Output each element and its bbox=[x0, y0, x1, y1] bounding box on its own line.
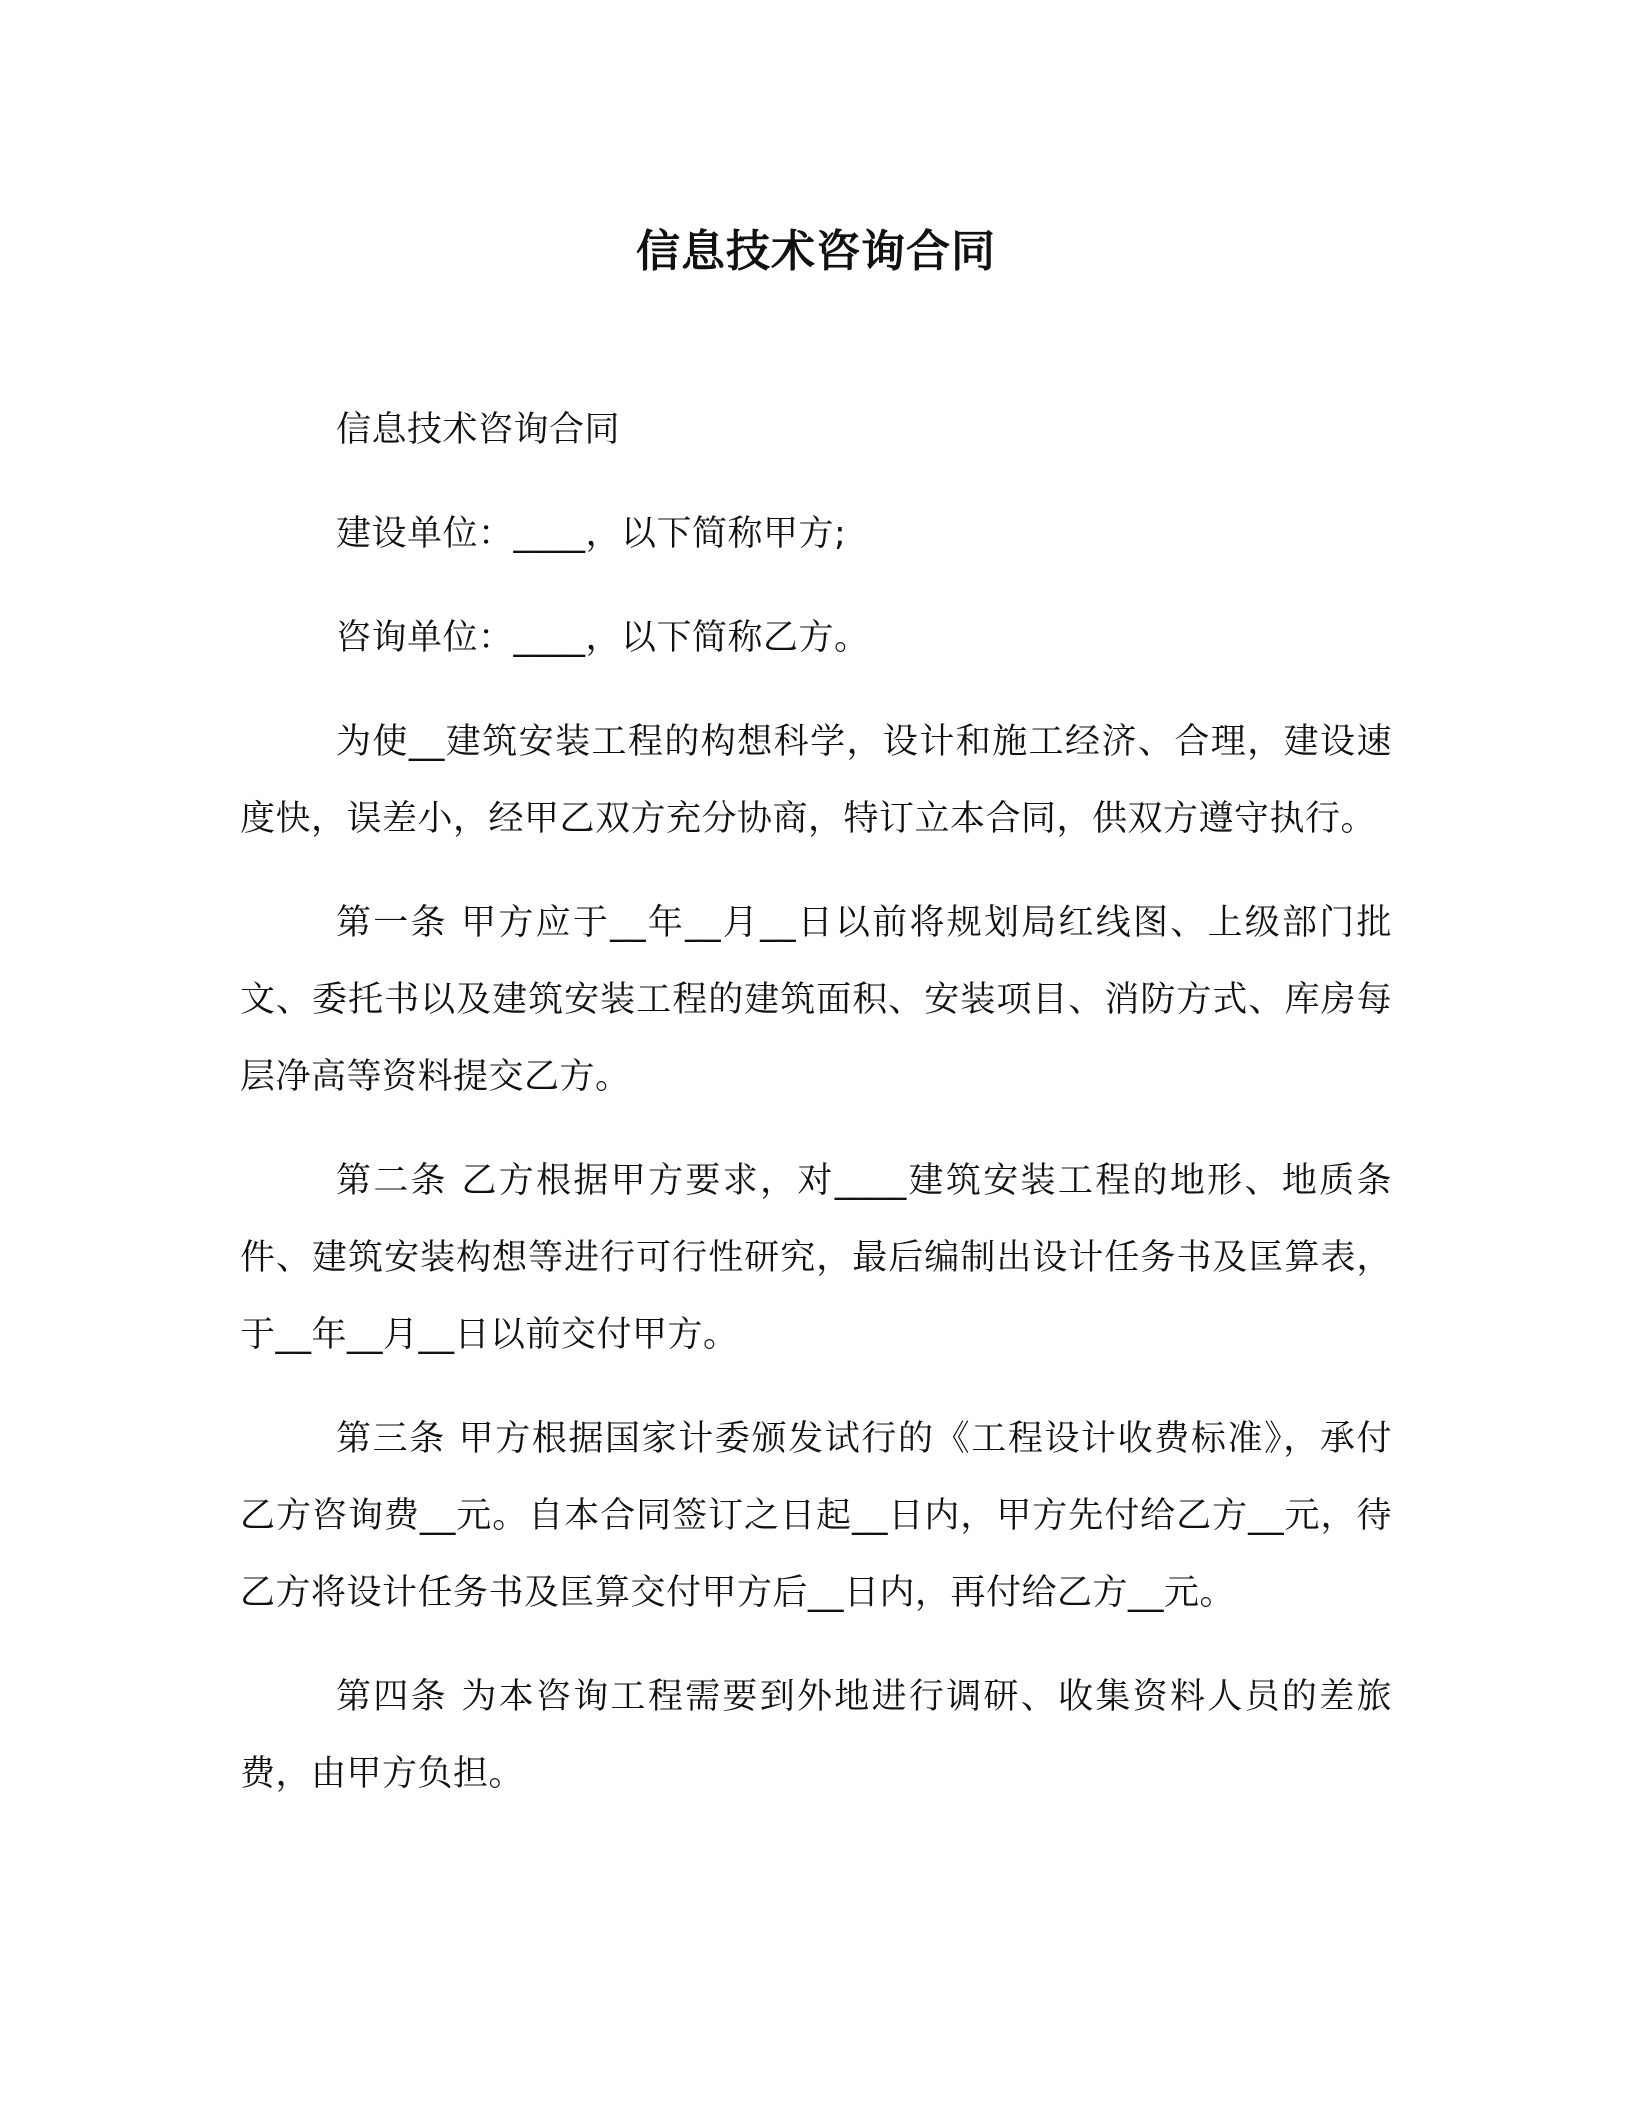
party-b-paragraph: 咨询单位：____，以下简称乙方。 bbox=[336, 618, 870, 658]
article-4-paragraph: 第四条 为本咨询工程需要到外地进行调研、收集资料人员的差旅费，由甲方负担。 bbox=[240, 1677, 1392, 1794]
preamble-paragraph: 为使__建筑安装工程的构想科学，设计和施工经济、合理，建设速度快，误差小，经甲乙双方充分协商，特订立本合同，供双方遵守执行。 bbox=[240, 722, 1392, 839]
document-body bbox=[240, 392, 1392, 1813]
document-title: 信息技术咨询合同 bbox=[636, 226, 996, 277]
contract-name-paragraph: 信息技术咨询合同 bbox=[336, 410, 621, 450]
article-3-paragraph: 第三条 甲方根据国家计委颁发试行的《工程设计收费标准》，承付乙方咨询费__元。自本合同签订之日起__日内，甲方先付给乙方__元，待乙方将设计任务书及匡算交付甲方后__日内，再付给乙方__元。 bbox=[240, 1419, 1392, 1613]
party-a-paragraph: 建设单位：____，以下简称甲方; bbox=[336, 514, 847, 554]
article-2-paragraph: 第二条 乙方根据甲方要求，对____建筑安装工程的地形、地质条件、建筑安装构想等进行可行性研究，最后编制出设计任务书及匡算表，于__年__月__日以前交付甲方。 bbox=[240, 1161, 1392, 1355]
article-1-paragraph: 第一条 甲方应于__年__月__日以前将规划局红线图、上级部门批文、委托书以及建筑安装工程的建筑面积、安装项目、消防方式、库房每层净高等资料提交乙方。 bbox=[240, 903, 1392, 1097]
